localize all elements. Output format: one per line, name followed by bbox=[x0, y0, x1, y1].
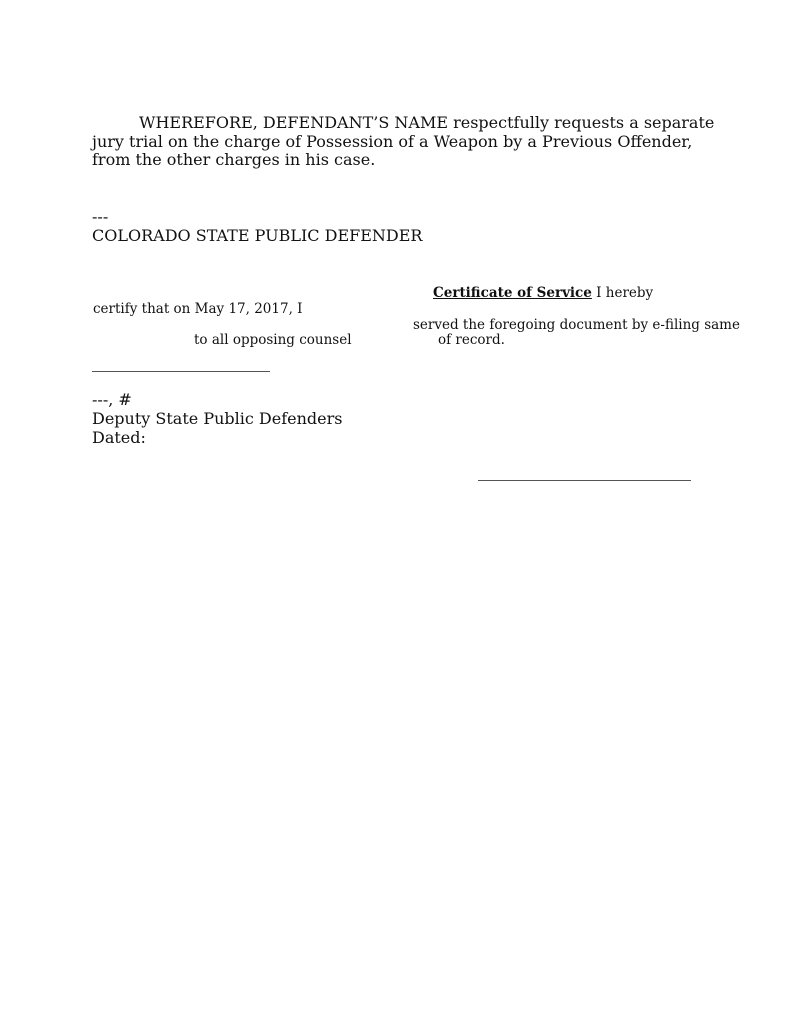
opposing-counsel-text: to all opposing counsel bbox=[194, 332, 352, 348]
attorney-name-number: ---, # bbox=[92, 390, 132, 409]
attorney-signature-line bbox=[92, 371, 270, 372]
certificate-heading bbox=[433, 285, 653, 301]
office-name: COLORADO STATE PUBLIC DEFENDER bbox=[92, 226, 423, 245]
certify-date-text: certify that on May 17, 2017, I bbox=[93, 301, 303, 317]
attorney-title: Deputy State Public Defenders bbox=[92, 409, 343, 428]
certificate-signature-line bbox=[478, 480, 691, 481]
dated-label: Dated: bbox=[92, 428, 146, 447]
wherefore-line-3: from the other charges in his case. bbox=[92, 150, 376, 169]
of-record-text: of record. bbox=[438, 332, 505, 348]
wherefore-line-2: jury trial on the charge of Possession of a Weapon by a Previous Offender, bbox=[92, 131, 693, 151]
certificate-title-continuation: I hereby bbox=[591, 285, 654, 301]
wherefore-line-1: WHEREFORE, DEFENDANT’S NAME respectfully requests a separate bbox=[139, 113, 715, 132]
certificate-title: Certificate of Service bbox=[433, 285, 592, 301]
served-text: served the foregoing document by e-filing same bbox=[413, 317, 740, 333]
signature-placeholder: --- bbox=[92, 207, 109, 226]
wherefore-paragraph bbox=[92, 113, 715, 170]
